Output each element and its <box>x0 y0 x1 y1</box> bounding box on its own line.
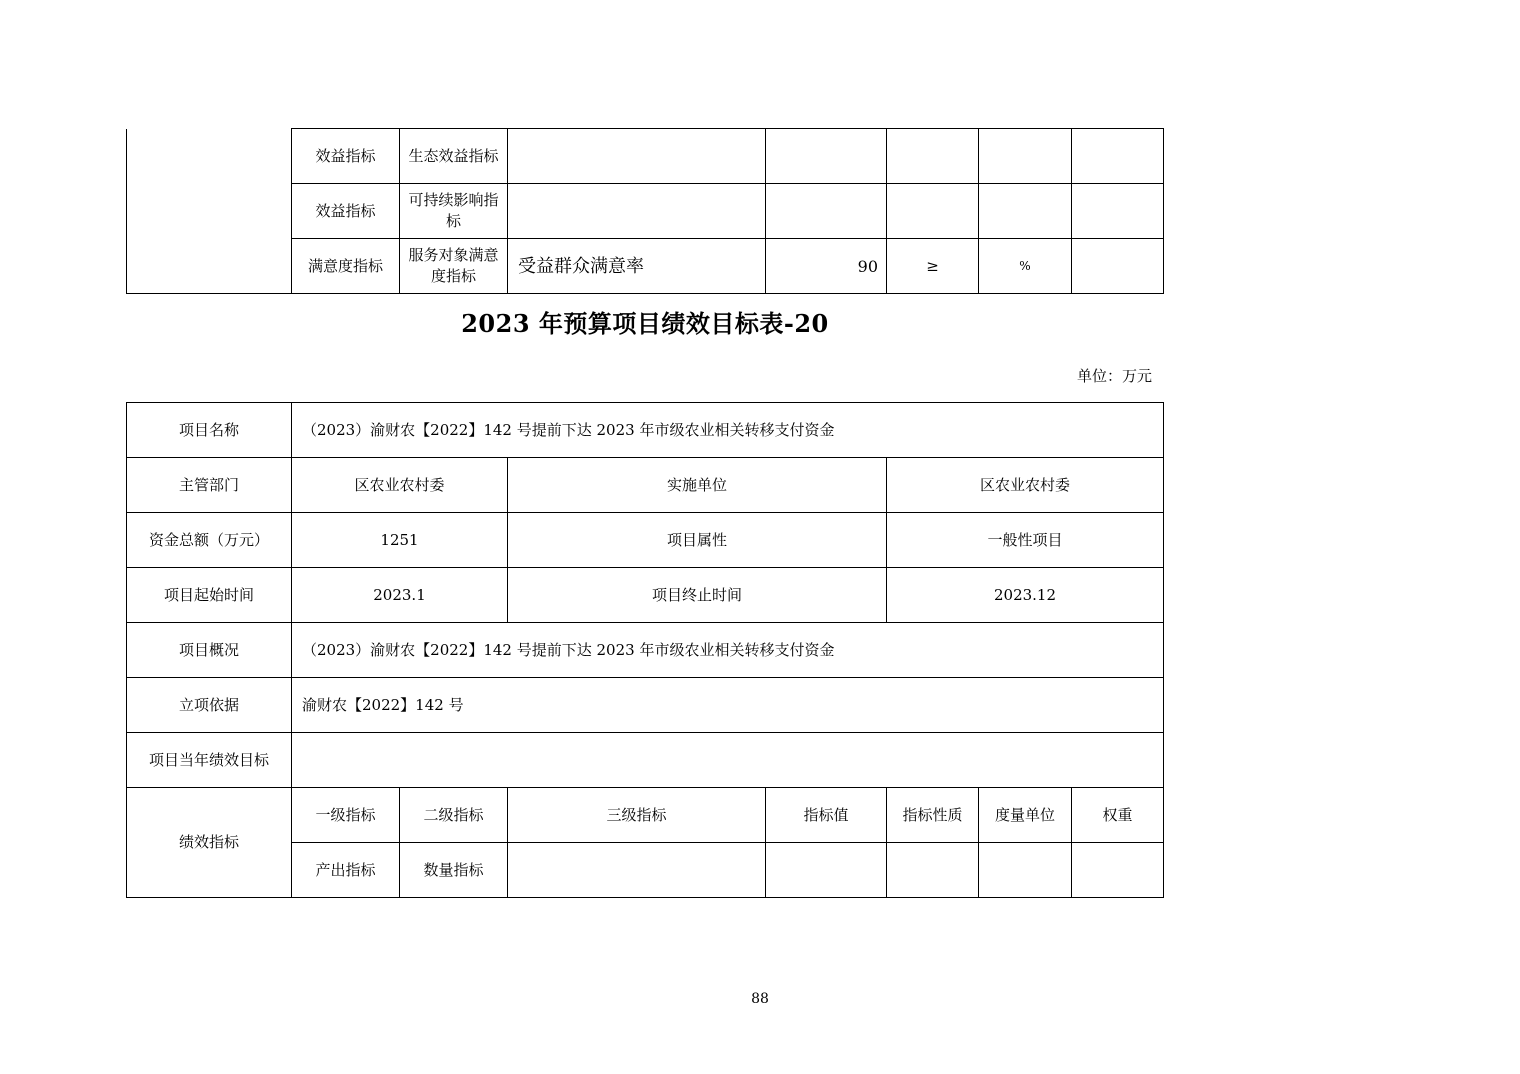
impl-value: 区农业农村委 <box>887 458 1164 513</box>
table-row <box>127 568 1164 623</box>
page-number: 88 <box>751 991 769 1007</box>
unit-cell <box>979 843 1072 898</box>
value-cell: 90 <box>766 239 887 294</box>
continued-indicator-table <box>126 128 1164 294</box>
header-level1: 一级指标 <box>292 788 400 843</box>
level3-cell: 受益群众满意率 <box>508 239 766 294</box>
overview-value: （2023）渝财农【2022】142 号提前下达 2023 年市级农业相关转移支付资金 <box>292 623 1164 678</box>
goal-value <box>292 733 1164 788</box>
level1-cell: 效益指标 <box>292 129 400 184</box>
nature-cell: ≥ <box>887 239 979 294</box>
total-label: 资金总额（万元） <box>127 513 292 568</box>
table-row <box>127 129 1164 184</box>
level3-cell <box>508 184 766 239</box>
weight-cell <box>1072 843 1164 898</box>
dept-label: 主管部门 <box>127 458 292 513</box>
unit-cell <box>979 184 1072 239</box>
attr-label: 项目属性 <box>508 513 887 568</box>
page-title: 2023 年预算项目绩效目标表-20 <box>461 309 829 338</box>
weight-cell <box>1072 239 1164 294</box>
table-row <box>127 678 1164 733</box>
unit-label: 单位：万元 <box>1076 367 1152 385</box>
value-cell <box>766 843 887 898</box>
level2-cell: 服务对象满意度指标 <box>400 239 508 294</box>
nature-cell <box>887 184 979 239</box>
weight-cell <box>1072 129 1164 184</box>
table-row <box>127 403 1164 458</box>
level2-cell: 数量指标 <box>400 843 508 898</box>
table-row <box>127 733 1164 788</box>
basis-label: 立项依据 <box>127 678 292 733</box>
end-label: 项目终止时间 <box>508 568 887 623</box>
nature-cell <box>887 843 979 898</box>
value-cell <box>766 129 887 184</box>
performance-target-table <box>126 402 1164 898</box>
header-weight: 权重 <box>1072 788 1164 843</box>
perf-label: 绩效指标 <box>127 788 292 898</box>
table-row <box>127 513 1164 568</box>
merged-category-cell <box>127 129 292 294</box>
goal-label: 项目当年绩效目标 <box>127 733 292 788</box>
weight-cell <box>1072 184 1164 239</box>
level3-cell <box>508 843 766 898</box>
start-label: 项目起始时间 <box>127 568 292 623</box>
level1-cell: 产出指标 <box>292 843 400 898</box>
level2-cell: 可持续影响指标 <box>400 184 508 239</box>
attr-value: 一般性项目 <box>887 513 1164 568</box>
unit-cell: % <box>979 239 1072 294</box>
project-name-label: 项目名称 <box>127 403 292 458</box>
value-cell <box>766 184 887 239</box>
table-row <box>127 623 1164 678</box>
project-name-value: （2023）渝财农【2022】142 号提前下达 2023 年市级农业相关转移支付资金 <box>292 403 1164 458</box>
end-value: 2023.12 <box>887 568 1164 623</box>
unit-cell <box>979 129 1072 184</box>
header-level2: 二级指标 <box>400 788 508 843</box>
level1-cell: 效益指标 <box>292 184 400 239</box>
impl-label: 实施单位 <box>508 458 887 513</box>
table-row <box>127 788 1164 843</box>
overview-label: 项目概况 <box>127 623 292 678</box>
nature-cell <box>887 129 979 184</box>
level1-cell: 满意度指标 <box>292 239 400 294</box>
level2-cell: 生态效益指标 <box>400 129 508 184</box>
header-nature: 指标性质 <box>887 788 979 843</box>
total-value: 1251 <box>292 513 508 568</box>
header-level3: 三级指标 <box>508 788 766 843</box>
header-unit: 度量单位 <box>979 788 1072 843</box>
start-value: 2023.1 <box>292 568 508 623</box>
level3-cell <box>508 129 766 184</box>
table-row <box>127 458 1164 513</box>
basis-value: 渝财农【2022】142 号 <box>292 678 1164 733</box>
dept-value: 区农业农村委 <box>292 458 508 513</box>
header-value: 指标值 <box>766 788 887 843</box>
